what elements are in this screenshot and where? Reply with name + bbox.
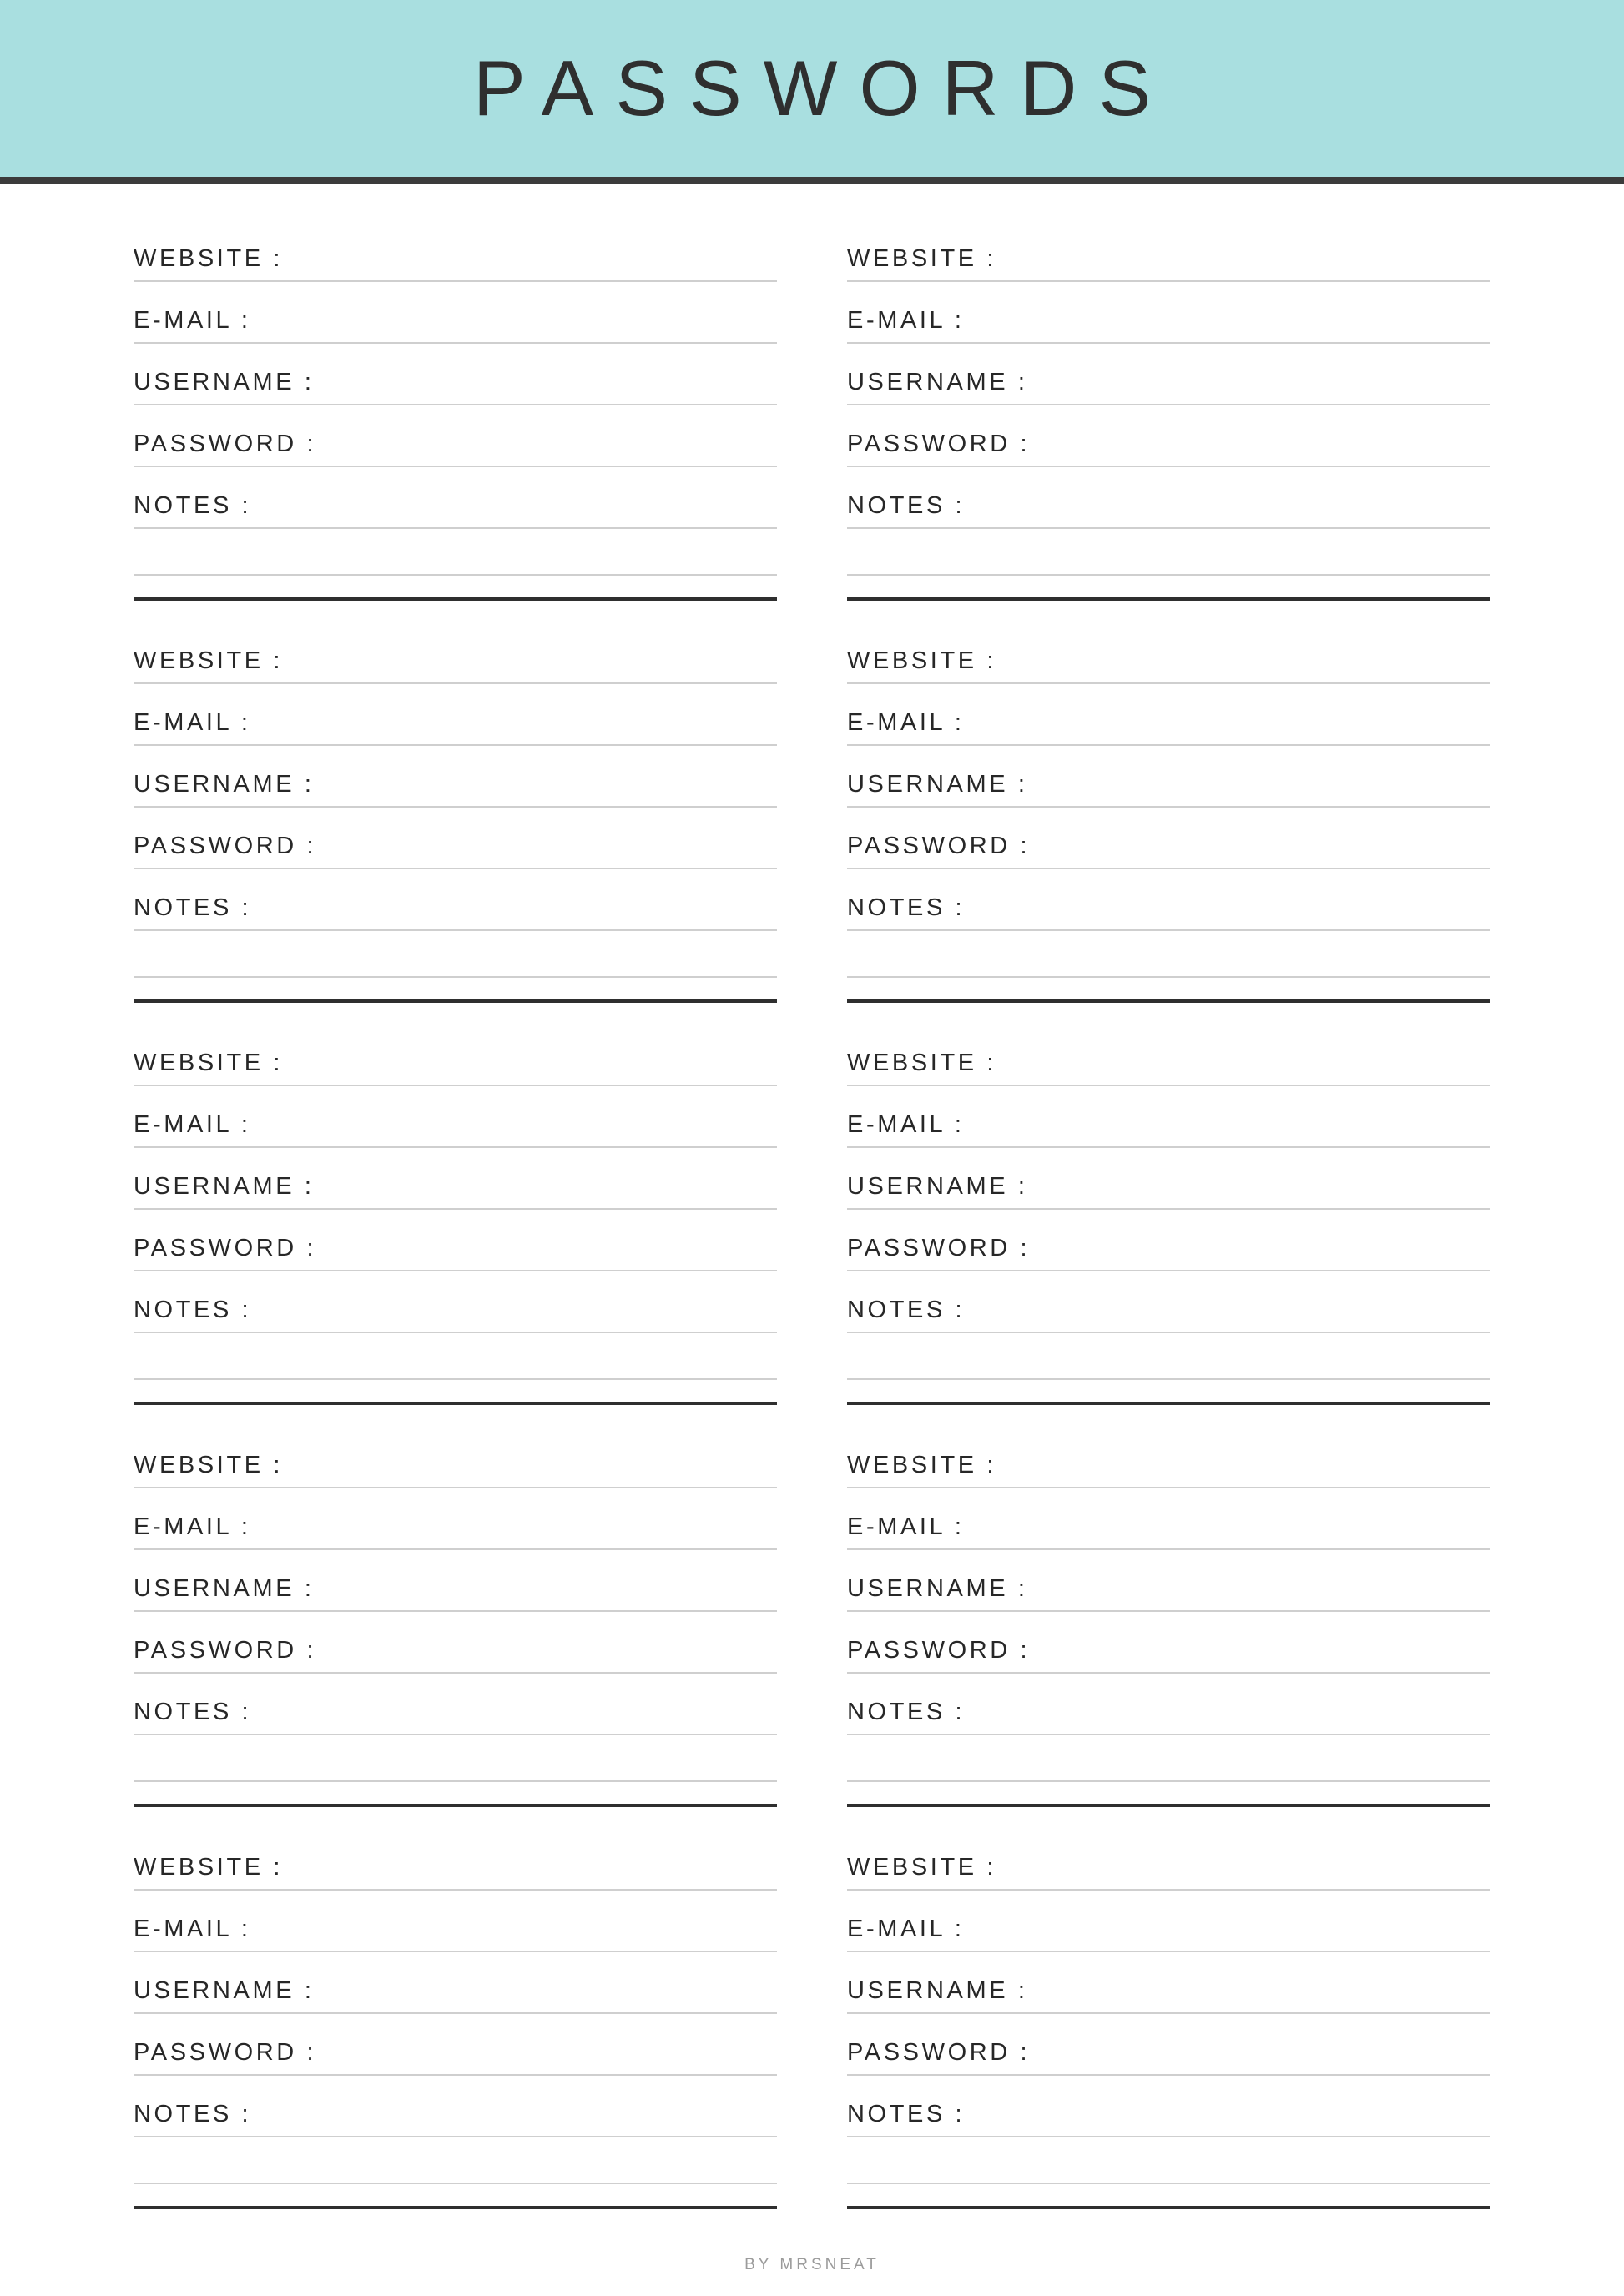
field-input-username[interactable] (1027, 1952, 1490, 2012)
field-label-email: E-MAIL : (847, 1111, 965, 1138)
field-label-notes: NOTES : (134, 1699, 252, 1725)
field-row-notes (847, 1674, 1490, 1735)
field-row-notes (134, 1271, 777, 1333)
field-label-notes: NOTES : (134, 1297, 252, 1323)
field-input-notes[interactable] (251, 1271, 777, 1332)
field-input-username[interactable] (314, 1550, 777, 1610)
field-row-email (134, 1086, 777, 1148)
field-row-website (847, 622, 1490, 684)
field-label-email: E-MAIL : (134, 1111, 251, 1138)
field-label-password: PASSWORD : (134, 1637, 317, 1664)
field-row-email (847, 282, 1490, 344)
field-label-email: E-MAIL : (847, 709, 965, 736)
field-label-password: PASSWORD : (847, 833, 1031, 859)
field-label-password: PASSWORD : (847, 430, 1031, 457)
password-entry (847, 1829, 1490, 2209)
field-row-website (134, 1427, 777, 1488)
field-input-notes[interactable] (251, 869, 777, 929)
password-entry (847, 220, 1490, 601)
field-row-username (847, 344, 1490, 405)
footer (0, 2256, 1624, 2274)
page-title: PASSWORDS (472, 44, 1173, 132)
field-input-password[interactable] (316, 1210, 777, 1270)
entries-grid (134, 220, 1490, 2231)
password-entry (134, 622, 777, 1003)
field-input-notes[interactable] (251, 1674, 777, 1734)
field-input-notes[interactable] (965, 467, 1490, 527)
field-input-email[interactable] (965, 1086, 1490, 1146)
field-label-email: E-MAIL : (134, 1513, 251, 1540)
field-row-notes (134, 1674, 777, 1735)
field-input-password[interactable] (1030, 2014, 1490, 2074)
field-input-email[interactable] (251, 1891, 777, 1951)
field-input-website[interactable] (283, 1025, 777, 1085)
field-row-password (847, 405, 1490, 467)
field-row-email (134, 1488, 777, 1550)
field-label-email: E-MAIL : (134, 709, 251, 736)
field-row-website (134, 622, 777, 684)
field-row-email (134, 684, 777, 746)
field-input-notes-overflow[interactable] (847, 2137, 1490, 2184)
field-label-username: USERNAME : (847, 1575, 1028, 1602)
field-row-username (134, 746, 777, 808)
field-row-website (134, 1829, 777, 1891)
field-input-password[interactable] (316, 405, 777, 466)
password-entry (134, 1829, 777, 2209)
field-row-email (847, 1891, 1490, 1952)
field-input-username[interactable] (314, 1952, 777, 2012)
field-row-notes (134, 467, 777, 529)
field-input-username[interactable] (314, 746, 777, 806)
field-row-password (847, 1210, 1490, 1271)
field-input-notes-overflow[interactable] (134, 1333, 777, 1380)
field-label-username: USERNAME : (134, 1173, 315, 1200)
field-row-username (134, 1148, 777, 1210)
field-input-password[interactable] (1030, 1210, 1490, 1270)
field-input-notes[interactable] (251, 2076, 777, 2136)
field-label-username: USERNAME : (847, 369, 1028, 395)
field-input-notes[interactable] (965, 1674, 1490, 1734)
field-row-notes (134, 2076, 777, 2137)
field-row-password (134, 1210, 777, 1271)
field-label-website: WEBSITE : (134, 647, 284, 674)
field-input-password[interactable] (316, 808, 777, 868)
field-input-email[interactable] (251, 282, 777, 342)
field-input-notes-overflow[interactable] (134, 1735, 777, 1782)
password-log-sheet (0, 177, 1624, 2231)
field-input-email[interactable] (965, 1488, 1490, 1548)
field-label-email: E-MAIL : (847, 1916, 965, 1942)
field-row-notes (847, 2076, 1490, 2137)
password-entry (134, 1025, 777, 1405)
field-input-website[interactable] (996, 622, 1490, 682)
field-row-password (134, 808, 777, 869)
field-input-password[interactable] (316, 2014, 777, 2074)
field-label-email: E-MAIL : (847, 307, 965, 334)
field-input-username[interactable] (314, 1148, 777, 1208)
field-input-username[interactable] (1027, 1148, 1490, 1208)
field-label-password: PASSWORD : (847, 1637, 1031, 1664)
field-input-password[interactable] (1030, 1612, 1490, 1672)
field-row-username (847, 1148, 1490, 1210)
field-row-username (847, 1952, 1490, 2014)
field-input-username[interactable] (1027, 1550, 1490, 1610)
field-label-email: E-MAIL : (134, 1916, 251, 1942)
field-label-notes: NOTES : (847, 894, 966, 921)
field-row-username (847, 1550, 1490, 1612)
field-row-password (134, 2014, 777, 2076)
field-row-website (847, 1025, 1490, 1086)
field-input-website[interactable] (283, 1829, 777, 1889)
field-row-password (847, 1612, 1490, 1674)
field-input-email[interactable] (965, 684, 1490, 744)
field-input-password[interactable] (1030, 405, 1490, 466)
field-input-notes-overflow[interactable] (134, 529, 777, 576)
field-row-username (134, 344, 777, 405)
field-row-email (134, 282, 777, 344)
field-label-username: USERNAME : (134, 369, 315, 395)
field-label-password: PASSWORD : (134, 2039, 317, 2066)
field-label-username: USERNAME : (134, 1575, 315, 1602)
field-row-username (134, 1952, 777, 2014)
field-input-notes-overflow[interactable] (847, 1333, 1490, 1380)
field-row-website (847, 1829, 1490, 1891)
field-input-notes-overflow[interactable] (847, 1735, 1490, 1782)
field-label-website: WEBSITE : (134, 245, 284, 272)
field-label-password: PASSWORD : (134, 430, 317, 457)
field-input-notes[interactable] (251, 467, 777, 527)
field-label-username: USERNAME : (847, 1173, 1028, 1200)
field-row-website (847, 220, 1490, 282)
password-entry (847, 622, 1490, 1003)
field-row-password (847, 808, 1490, 869)
field-label-website: WEBSITE : (134, 1050, 284, 1076)
field-label-website: WEBSITE : (847, 245, 997, 272)
password-entry (134, 220, 777, 601)
field-input-notes[interactable] (965, 1271, 1490, 1332)
field-input-email[interactable] (251, 1488, 777, 1548)
field-label-email: E-MAIL : (847, 1513, 965, 1540)
field-row-notes (847, 1271, 1490, 1333)
field-label-notes: NOTES : (847, 1699, 966, 1725)
field-row-password (134, 405, 777, 467)
field-label-website: WEBSITE : (134, 1452, 284, 1478)
field-row-username (134, 1550, 777, 1612)
field-row-notes (134, 869, 777, 931)
field-row-email (134, 1891, 777, 1952)
field-input-notes-overflow[interactable] (847, 931, 1490, 978)
field-input-notes-overflow[interactable] (134, 2137, 777, 2184)
field-input-username[interactable] (1027, 344, 1490, 404)
field-label-password: PASSWORD : (847, 2039, 1031, 2066)
field-row-email (847, 1488, 1490, 1550)
field-row-password (134, 1612, 777, 1674)
field-row-website (847, 1427, 1490, 1488)
field-input-username[interactable] (1027, 746, 1490, 806)
field-label-notes: NOTES : (847, 492, 966, 519)
password-entry (847, 1427, 1490, 1807)
field-row-username (847, 746, 1490, 808)
field-row-email (847, 1086, 1490, 1148)
field-label-website: WEBSITE : (847, 1050, 997, 1076)
field-input-password[interactable] (316, 1612, 777, 1672)
field-input-notes-overflow[interactable] (847, 529, 1490, 576)
field-label-username: USERNAME : (134, 1977, 315, 2004)
field-input-website[interactable] (996, 1427, 1490, 1487)
field-input-email[interactable] (965, 282, 1490, 342)
password-entry (134, 1427, 777, 1807)
field-row-email (847, 684, 1490, 746)
field-label-notes: NOTES : (134, 2101, 252, 2127)
field-label-password: PASSWORD : (847, 1235, 1031, 1261)
field-input-website[interactable] (996, 220, 1490, 280)
field-row-website (134, 1025, 777, 1086)
field-input-notes-overflow[interactable] (134, 931, 777, 978)
field-label-website: WEBSITE : (847, 1452, 997, 1478)
field-row-website (134, 220, 777, 282)
field-row-notes (847, 869, 1490, 931)
field-row-notes (847, 467, 1490, 529)
field-input-notes[interactable] (965, 2076, 1490, 2136)
field-label-notes: NOTES : (847, 1297, 966, 1323)
field-label-username: USERNAME : (847, 771, 1028, 798)
password-entry (847, 1025, 1490, 1405)
field-label-website: WEBSITE : (847, 647, 997, 674)
field-label-website: WEBSITE : (134, 1854, 284, 1881)
field-label-website: WEBSITE : (847, 1854, 997, 1881)
field-label-notes: NOTES : (134, 492, 252, 519)
field-input-website[interactable] (996, 1025, 1490, 1085)
field-label-password: PASSWORD : (134, 833, 317, 859)
field-label-email: E-MAIL : (134, 307, 251, 334)
field-input-username[interactable] (314, 344, 777, 404)
field-label-notes: NOTES : (134, 894, 252, 921)
field-input-email[interactable] (965, 1891, 1490, 1951)
field-input-website[interactable] (996, 1829, 1490, 1889)
field-input-website[interactable] (283, 1427, 777, 1487)
field-input-email[interactable] (251, 1086, 777, 1146)
field-input-website[interactable] (283, 220, 777, 280)
field-row-password (847, 2014, 1490, 2076)
field-input-email[interactable] (251, 684, 777, 744)
footer-credit: BY MRSNEAT (744, 2256, 880, 2273)
field-label-notes: NOTES : (847, 2101, 966, 2127)
page-header-band (0, 0, 1624, 177)
field-input-website[interactable] (283, 622, 777, 682)
field-label-username: USERNAME : (134, 771, 315, 798)
field-input-notes[interactable] (965, 869, 1490, 929)
field-label-password: PASSWORD : (134, 1235, 317, 1261)
field-label-username: USERNAME : (847, 1977, 1028, 2004)
field-input-password[interactable] (1030, 808, 1490, 868)
